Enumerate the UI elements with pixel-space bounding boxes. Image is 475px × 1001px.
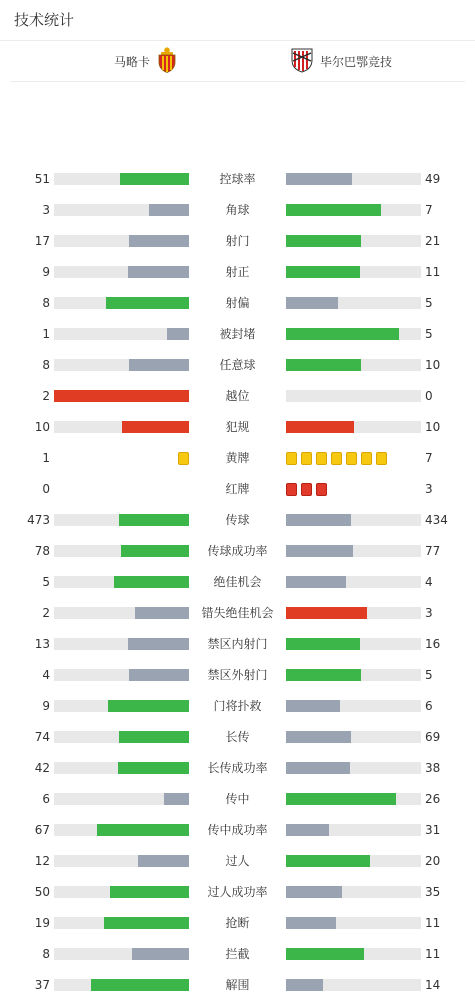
- home-team[interactable]: [114, 41, 178, 81]
- home-bar-track: [54, 390, 189, 402]
- home-value: 50: [34, 885, 50, 899]
- page-title: 技术统计: [0, 0, 475, 41]
- stat-row: [0, 970, 475, 1001]
- home-bar: [106, 297, 189, 309]
- away-value: 3: [425, 482, 433, 496]
- stat-label: 射正: [225, 265, 250, 279]
- away-bar-track: [286, 266, 421, 278]
- away-bar: [286, 297, 338, 309]
- yellow-card-icon: [361, 452, 372, 465]
- home-bar-track: [54, 235, 189, 247]
- away-value: 21: [425, 234, 441, 248]
- away-value: 20: [425, 854, 441, 868]
- away-bar-track: [286, 421, 421, 433]
- home-bar: [118, 762, 189, 774]
- away-bar: [286, 421, 354, 433]
- away-bar-track: [286, 979, 421, 991]
- away-value: 5: [425, 296, 433, 310]
- stat-label: 过人: [225, 854, 250, 868]
- athletic-bilbao-crest-icon: [290, 47, 314, 76]
- away-bar: [286, 731, 351, 743]
- home-bar-track: [54, 297, 189, 309]
- away-bar-track: [286, 886, 421, 898]
- home-bar: [97, 824, 189, 836]
- away-value: 7: [425, 203, 433, 217]
- home-bar-track: [54, 669, 189, 681]
- stat-label: 传球: [225, 513, 250, 527]
- home-value: 1: [42, 327, 50, 341]
- away-bar: [286, 359, 361, 371]
- stat-row: [0, 660, 475, 691]
- away-value: 35: [425, 885, 441, 899]
- home-bar-track: [54, 855, 189, 867]
- stat-label: 绝佳机会: [213, 575, 262, 589]
- stat-label: 角球: [225, 203, 250, 217]
- home-value: 37: [34, 978, 50, 992]
- stat-row: [0, 319, 475, 350]
- away-value: 14: [425, 978, 441, 992]
- yellow-card-icon: [286, 452, 297, 465]
- home-value: 6: [42, 792, 50, 806]
- home-bar: [120, 173, 189, 185]
- home-value: 19: [34, 916, 50, 930]
- home-bar: [167, 328, 190, 340]
- stat-row: [0, 164, 475, 195]
- home-bar-track: [54, 824, 189, 836]
- away-bar: [286, 235, 361, 247]
- away-value: 69: [425, 730, 441, 744]
- stat-row: [0, 505, 475, 536]
- stat-row: [0, 195, 475, 226]
- away-value: 3: [425, 606, 433, 620]
- away-bar-track: [286, 669, 421, 681]
- away-value: 11: [425, 947, 441, 961]
- home-value: 4: [42, 668, 50, 682]
- stat-row: [0, 381, 475, 412]
- home-bar-track: [54, 886, 189, 898]
- stat-label: 禁区外射门: [207, 668, 268, 682]
- home-bar: [119, 731, 189, 743]
- stat-row: [0, 753, 475, 784]
- stat-row: [0, 629, 475, 660]
- away-bar-track: [286, 328, 421, 340]
- away-bar: [286, 607, 367, 619]
- home-value: 8: [42, 947, 50, 961]
- home-value: 8: [42, 296, 50, 310]
- home-value: 1: [42, 451, 50, 465]
- home-bar-track: [54, 731, 189, 743]
- stat-row: [0, 226, 475, 257]
- stat-label: 拦截: [225, 947, 250, 961]
- stat-label: 长传: [225, 730, 250, 744]
- stat-row: [0, 908, 475, 939]
- stat-label: 传中成功率: [207, 823, 268, 837]
- home-value: 473: [27, 513, 50, 527]
- home-value: 9: [42, 265, 50, 279]
- home-value: 8: [42, 358, 50, 372]
- away-bar: [286, 948, 364, 960]
- home-bar: [149, 204, 190, 216]
- home-bar-track: [54, 762, 189, 774]
- home-bar-track: [54, 948, 189, 960]
- yellow-card-icon: [316, 452, 327, 465]
- away-bar: [286, 700, 340, 712]
- home-bar: [129, 359, 189, 371]
- away-value: 26: [425, 792, 441, 806]
- away-bar-track: [286, 204, 421, 216]
- away-bar-track: [286, 545, 421, 557]
- home-value: 78: [34, 544, 50, 558]
- home-value: 74: [34, 730, 50, 744]
- away-value: 49: [425, 172, 441, 186]
- stat-row: [0, 350, 475, 381]
- home-team-name: 马略卡: [113, 54, 150, 69]
- away-value: 6: [425, 699, 433, 713]
- home-value: 17: [34, 234, 50, 248]
- home-value: 67: [34, 823, 50, 837]
- stat-row: [0, 567, 475, 598]
- away-value: 434: [425, 513, 448, 527]
- home-bar: [108, 700, 189, 712]
- stat-label: 错失绝佳机会: [201, 606, 274, 620]
- stat-label: 黄牌: [225, 451, 250, 465]
- teams-header: [10, 41, 465, 82]
- stat-label: 传中: [225, 792, 250, 806]
- stat-row: [0, 536, 475, 567]
- away-value: 77: [425, 544, 441, 558]
- away-value: 11: [425, 265, 441, 279]
- home-bar-track: [54, 545, 189, 557]
- away-bar: [286, 669, 361, 681]
- stat-label: 越位: [225, 389, 250, 403]
- stat-row: [0, 846, 475, 877]
- red-card-icon: [286, 483, 297, 496]
- away-bar: [286, 266, 360, 278]
- home-bar-track: [54, 576, 189, 588]
- away-value: 10: [425, 420, 441, 434]
- red-card-icon: [301, 483, 312, 496]
- away-bar: [286, 638, 360, 650]
- away-bar: [286, 173, 352, 185]
- stat-label: 红牌: [225, 482, 250, 496]
- away-bar-track: [286, 793, 421, 805]
- away-bar: [286, 545, 353, 557]
- away-value: 0: [425, 389, 433, 403]
- away-bar: [286, 855, 370, 867]
- stat-row: [0, 691, 475, 722]
- yellow-card-icon: [346, 452, 357, 465]
- stat-label: 射门: [225, 234, 250, 248]
- away-bar-track: [286, 576, 421, 588]
- away-value: 5: [425, 327, 433, 341]
- home-bar: [110, 886, 189, 898]
- away-bar-track: [286, 948, 421, 960]
- stat-row: [0, 443, 475, 474]
- away-bar-track: [286, 297, 421, 309]
- away-bar: [286, 793, 396, 805]
- stat-row: [0, 288, 475, 319]
- stat-label: 过人成功率: [207, 885, 268, 899]
- home-value: 5: [42, 575, 50, 589]
- stat-row: [0, 257, 475, 288]
- away-bar-track: [286, 731, 421, 743]
- away-bar: [286, 824, 329, 836]
- stat-row: [0, 815, 475, 846]
- yellow-card-icon: [331, 452, 342, 465]
- away-bar: [286, 886, 342, 898]
- stat-label: 任意球: [219, 358, 256, 372]
- away-bar-track: [286, 514, 421, 526]
- home-bar-track: [54, 607, 189, 619]
- away-bar-track: [286, 607, 421, 619]
- home-value: 9: [42, 699, 50, 713]
- away-bar: [286, 576, 346, 588]
- home-bar: [54, 390, 189, 402]
- home-bar: [129, 235, 189, 247]
- mallorca-crest-icon: [156, 47, 178, 76]
- away-value: 5: [425, 668, 433, 682]
- stat-label: 被封堵: [219, 327, 256, 341]
- home-bar: [91, 979, 189, 991]
- home-cards: [174, 452, 189, 465]
- away-bar: [286, 514, 351, 526]
- home-value: 12: [34, 854, 50, 868]
- home-value: 2: [42, 606, 50, 620]
- stat-label: 门将扑救: [213, 699, 262, 713]
- home-bar: [138, 855, 189, 867]
- away-team[interactable]: [290, 41, 392, 81]
- away-bar: [286, 979, 323, 991]
- stat-row: [0, 877, 475, 908]
- away-team-name: 毕尔巴鄂竞技: [320, 54, 393, 69]
- home-value: 13: [34, 637, 50, 651]
- stat-label: 禁区内射门: [207, 637, 268, 651]
- stat-row: [0, 722, 475, 753]
- home-bar: [128, 266, 189, 278]
- home-value: 51: [34, 172, 50, 186]
- stat-label: 传球成功率: [207, 544, 268, 558]
- home-bar: [121, 545, 189, 557]
- home-bar-track: [54, 793, 189, 805]
- away-bar-track: [286, 359, 421, 371]
- red-card-icon: [316, 483, 327, 496]
- stat-label: 长传成功率: [207, 761, 268, 775]
- away-cards: [286, 452, 391, 465]
- stat-row: [0, 474, 475, 505]
- home-bar: [164, 793, 189, 805]
- away-value: 7: [425, 451, 433, 465]
- away-value: 11: [425, 916, 441, 930]
- stat-row: [0, 598, 475, 629]
- home-value: 3: [42, 203, 50, 217]
- away-cards: [286, 483, 331, 496]
- away-value: 38: [425, 761, 441, 775]
- yellow-card-icon: [376, 452, 387, 465]
- away-value: 10: [425, 358, 441, 372]
- stat-row: [0, 939, 475, 970]
- home-bar-track: [54, 266, 189, 278]
- yellow-card-icon: [178, 452, 189, 465]
- away-value: 31: [425, 823, 441, 837]
- stat-label: 抢断: [225, 916, 250, 930]
- away-bar-track: [286, 390, 421, 402]
- away-bar-track: [286, 235, 421, 247]
- home-value: 0: [42, 482, 50, 496]
- away-bar: [286, 762, 350, 774]
- away-bar-track: [286, 824, 421, 836]
- home-bar: [128, 638, 189, 650]
- home-bar: [132, 948, 189, 960]
- home-bar: [122, 421, 190, 433]
- away-bar-track: [286, 173, 421, 185]
- away-value: 4: [425, 575, 433, 589]
- home-bar-track: [54, 700, 189, 712]
- stat-label: 犯规: [225, 420, 250, 434]
- stat-label: 控球率: [219, 172, 256, 186]
- stat-label: 射偏: [225, 296, 250, 310]
- stat-row: [0, 412, 475, 443]
- home-bar-track: [54, 514, 189, 526]
- home-bar-track: [54, 421, 189, 433]
- home-value: 2: [42, 389, 50, 403]
- home-bar: [114, 576, 189, 588]
- stat-label: 解围: [225, 978, 250, 992]
- away-bar: [286, 328, 399, 340]
- home-bar-track: [54, 979, 189, 991]
- home-value: 42: [34, 761, 50, 775]
- home-bar-track: [54, 638, 189, 650]
- away-value: 16: [425, 637, 441, 651]
- away-bar-track: [286, 638, 421, 650]
- home-value: 10: [34, 420, 50, 434]
- yellow-card-icon: [301, 452, 312, 465]
- away-bar: [286, 204, 381, 216]
- away-bar-track: [286, 762, 421, 774]
- home-bar: [135, 607, 189, 619]
- stat-row: [0, 784, 475, 815]
- home-bar-track: [54, 173, 189, 185]
- home-bar-track: [54, 204, 189, 216]
- home-bar: [129, 669, 189, 681]
- home-bar: [119, 514, 189, 526]
- away-bar-track: [286, 855, 421, 867]
- away-bar-track: [286, 700, 421, 712]
- home-bar-track: [54, 359, 189, 371]
- home-bar-track: [54, 328, 189, 340]
